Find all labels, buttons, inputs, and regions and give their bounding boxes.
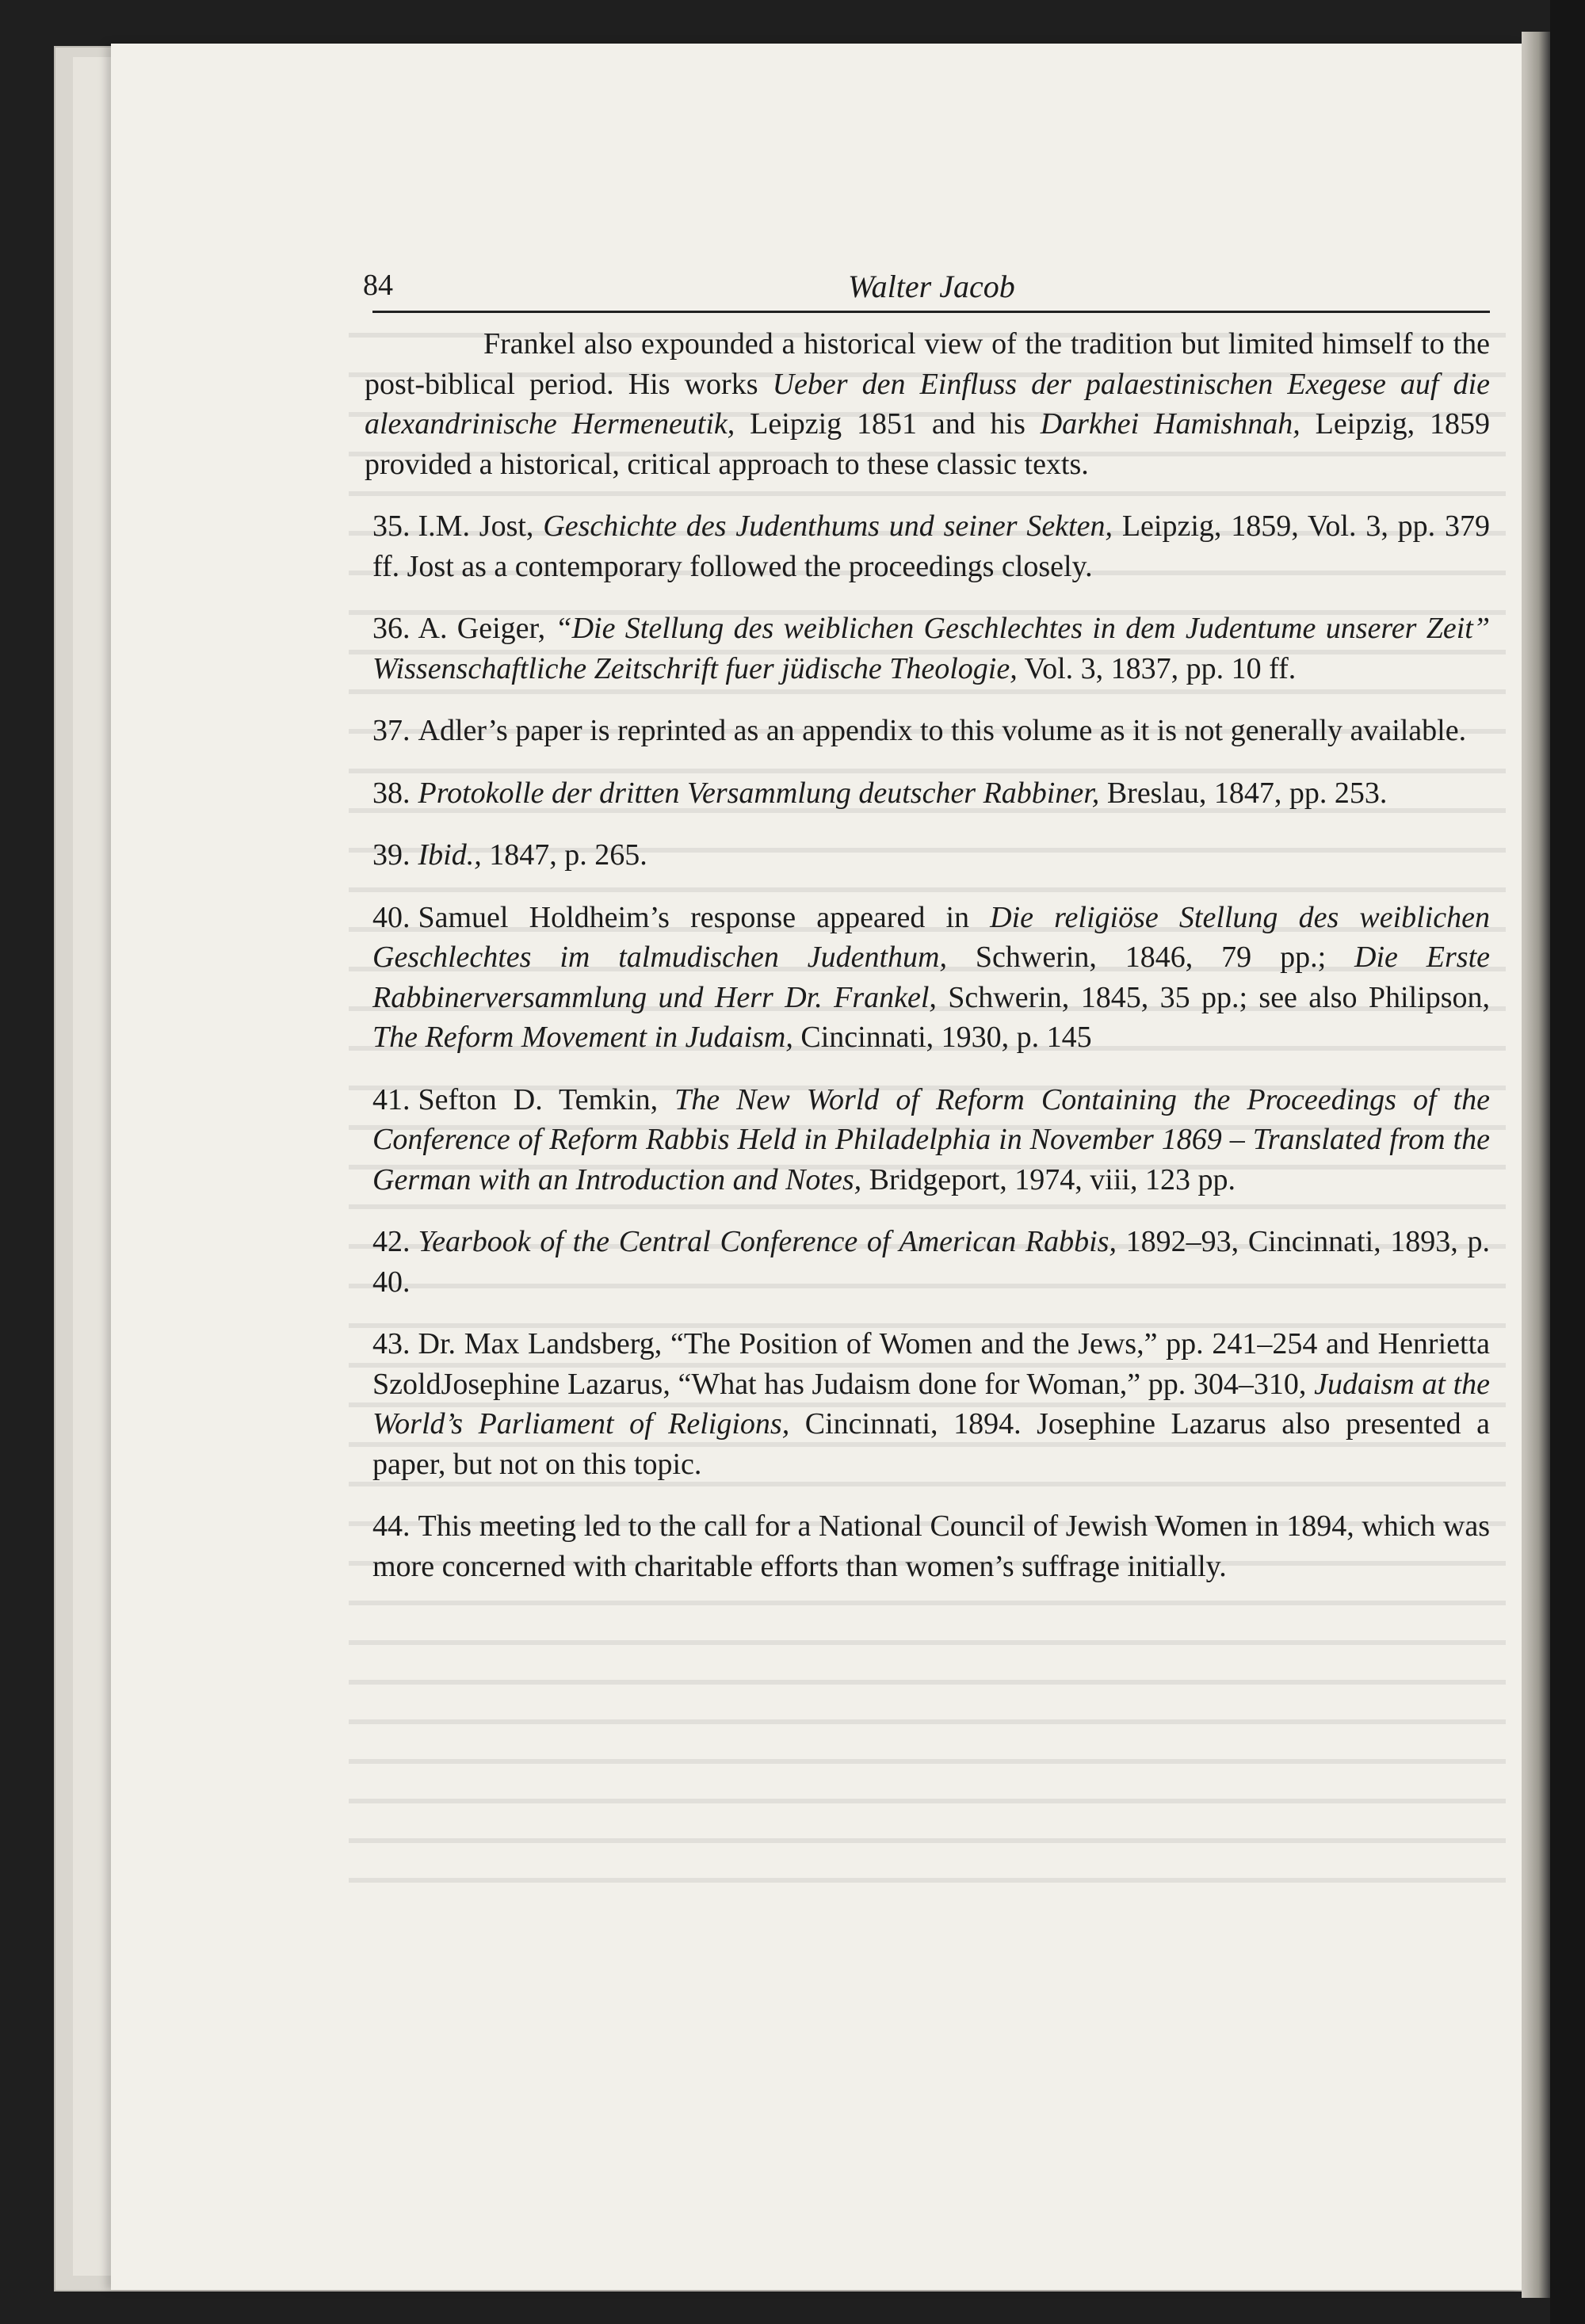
endnote-title: Die Erste Rabbinerversammlung und Herr Dr. Frankel, xyxy=(372,941,1490,1014)
endnote-text: Bridgeport, 1974, viii, 123 pp. xyxy=(861,1162,1236,1196)
endnote-text: 1847, p. 265. xyxy=(481,838,647,872)
page-header xyxy=(363,261,1490,313)
endnote xyxy=(372,506,1490,586)
endnote-title: Geschichte des Judenthums und seiner Sekten, xyxy=(543,509,1113,543)
endnote-title: Ibid., xyxy=(418,838,482,872)
endnote xyxy=(372,773,1490,814)
endnote-text: A. Geiger, xyxy=(418,612,556,645)
endnote xyxy=(372,609,1490,689)
scan-background xyxy=(1550,0,1585,2324)
endnote-text: Leipzig 1851 and his xyxy=(735,407,1041,441)
endnotes xyxy=(365,324,1491,1586)
endnote-title: The New World of Reform Containing the Proceedings of the Conference of Reform Rabbis Held in Philadelphia in November 1869 – Translated from the German with an Introduction and Notes, xyxy=(372,1082,1490,1196)
endnote-text: Frankel also expounded a historical view of the tradition but limited himself to the post-biblical period. His works xyxy=(365,327,1490,401)
endnote-title: Judaism at the World’s Parliament of Religions, xyxy=(372,1367,1490,1441)
endnote-text: Cincinnati, 1930, p. 145 xyxy=(792,1021,1092,1054)
endnote-text: Schwerin, 1845, 35 pp.; see also Philipson, xyxy=(936,980,1490,1014)
endnote-text: Samuel Holdheim’s response appeared in xyxy=(418,900,991,934)
endnote-number: 37. xyxy=(372,714,411,747)
endnote-text: This meeting led to the call for a National Council of Jewish Women in 1894, which was more concerned with charitable efforts than women’s suffrage initially. xyxy=(372,1509,1490,1583)
endnote-title: Darkhei Hamishnah, xyxy=(1040,407,1300,441)
endnote-title: Yearbook of the Central Conference of American Rabbis, xyxy=(418,1225,1117,1258)
endnote-number: 38. xyxy=(372,776,411,810)
endnote xyxy=(372,711,1490,751)
endnote-text: Schwerin, 1846, 79 pp.; xyxy=(947,941,1355,974)
endnote-number: 44. xyxy=(372,1509,411,1543)
endnote xyxy=(365,324,1490,484)
endnote-text: Breslau, 1847, pp. 253. xyxy=(1099,776,1388,810)
endnote-number: 41. xyxy=(372,1082,411,1116)
endnote-number: 43. xyxy=(372,1327,411,1360)
endnote-number: 40. xyxy=(372,900,411,934)
endnote-number: 42. xyxy=(372,1225,411,1258)
endnote-number: 35. xyxy=(372,509,411,543)
endnote-text: Adler’s paper is reprinted as an appendix to this volume as it is not generally available. xyxy=(418,714,1467,747)
endnote xyxy=(372,835,1490,876)
endnote xyxy=(372,898,1490,1058)
endnote xyxy=(372,1324,1490,1484)
endnote-number: 36. xyxy=(372,612,411,645)
page-number: 84 xyxy=(363,269,393,302)
endnote-text: Vol. 3, 1837, pp. 10 ff. xyxy=(1017,651,1297,685)
endnote-title: Protokolle der dritten Versammlung deutscher Rabbiner, xyxy=(418,776,1100,810)
endnote xyxy=(372,1080,1490,1200)
endnote-number: 39. xyxy=(372,838,411,872)
endnote-text: 1892–93, Cincinnati, 1893, p. 40. xyxy=(372,1225,1490,1299)
page-content xyxy=(363,261,1491,1608)
endnote xyxy=(372,1222,1490,1302)
running-head: Walter Jacob xyxy=(848,269,1015,304)
endnote-text: I.M. Jost, xyxy=(418,509,544,543)
endnote-text: Leipzig, 1859, Vol. 3, pp. 379 ff. Jost as a contemporary followed the proceedings closely. xyxy=(372,509,1490,583)
endnote-title: “Die Stellung des weiblichen Geschlechtes in dem Judentume unserer Zeit” Wissenschaftliche Zeitschrift fuer jüdische Theologie, xyxy=(372,612,1490,685)
endnote-text: Leipzig, 1859 provided a historical, critical approach to these classic texts. xyxy=(365,407,1490,481)
endnote-text: Sefton D. Temkin, xyxy=(418,1082,675,1116)
endnote-title: The Reform Movement in Judaism, xyxy=(372,1021,793,1054)
endnote-text: Cincinnati, 1894. Josephine Lazarus also presented a paper, but not on this topic. xyxy=(372,1407,1490,1481)
endnote-text: Dr. Max Landsberg, “The Position of Women and the Jews,” pp. 241–254 and Henrietta SzoldJosephine Lazarus, “What has Judaism done for Woman,” pp. 304–310, xyxy=(372,1327,1490,1401)
book-gutter xyxy=(1522,32,1550,2298)
endnote-title: Ueber den Einfluss der palaestinischen Exegese auf die alexandrinische Hermeneutik, xyxy=(365,367,1491,441)
endnote xyxy=(372,1506,1490,1586)
endnote-title: Die religiöse Stellung des weiblichen Geschlechtes im talmudischen Judenthum, xyxy=(372,900,1490,974)
